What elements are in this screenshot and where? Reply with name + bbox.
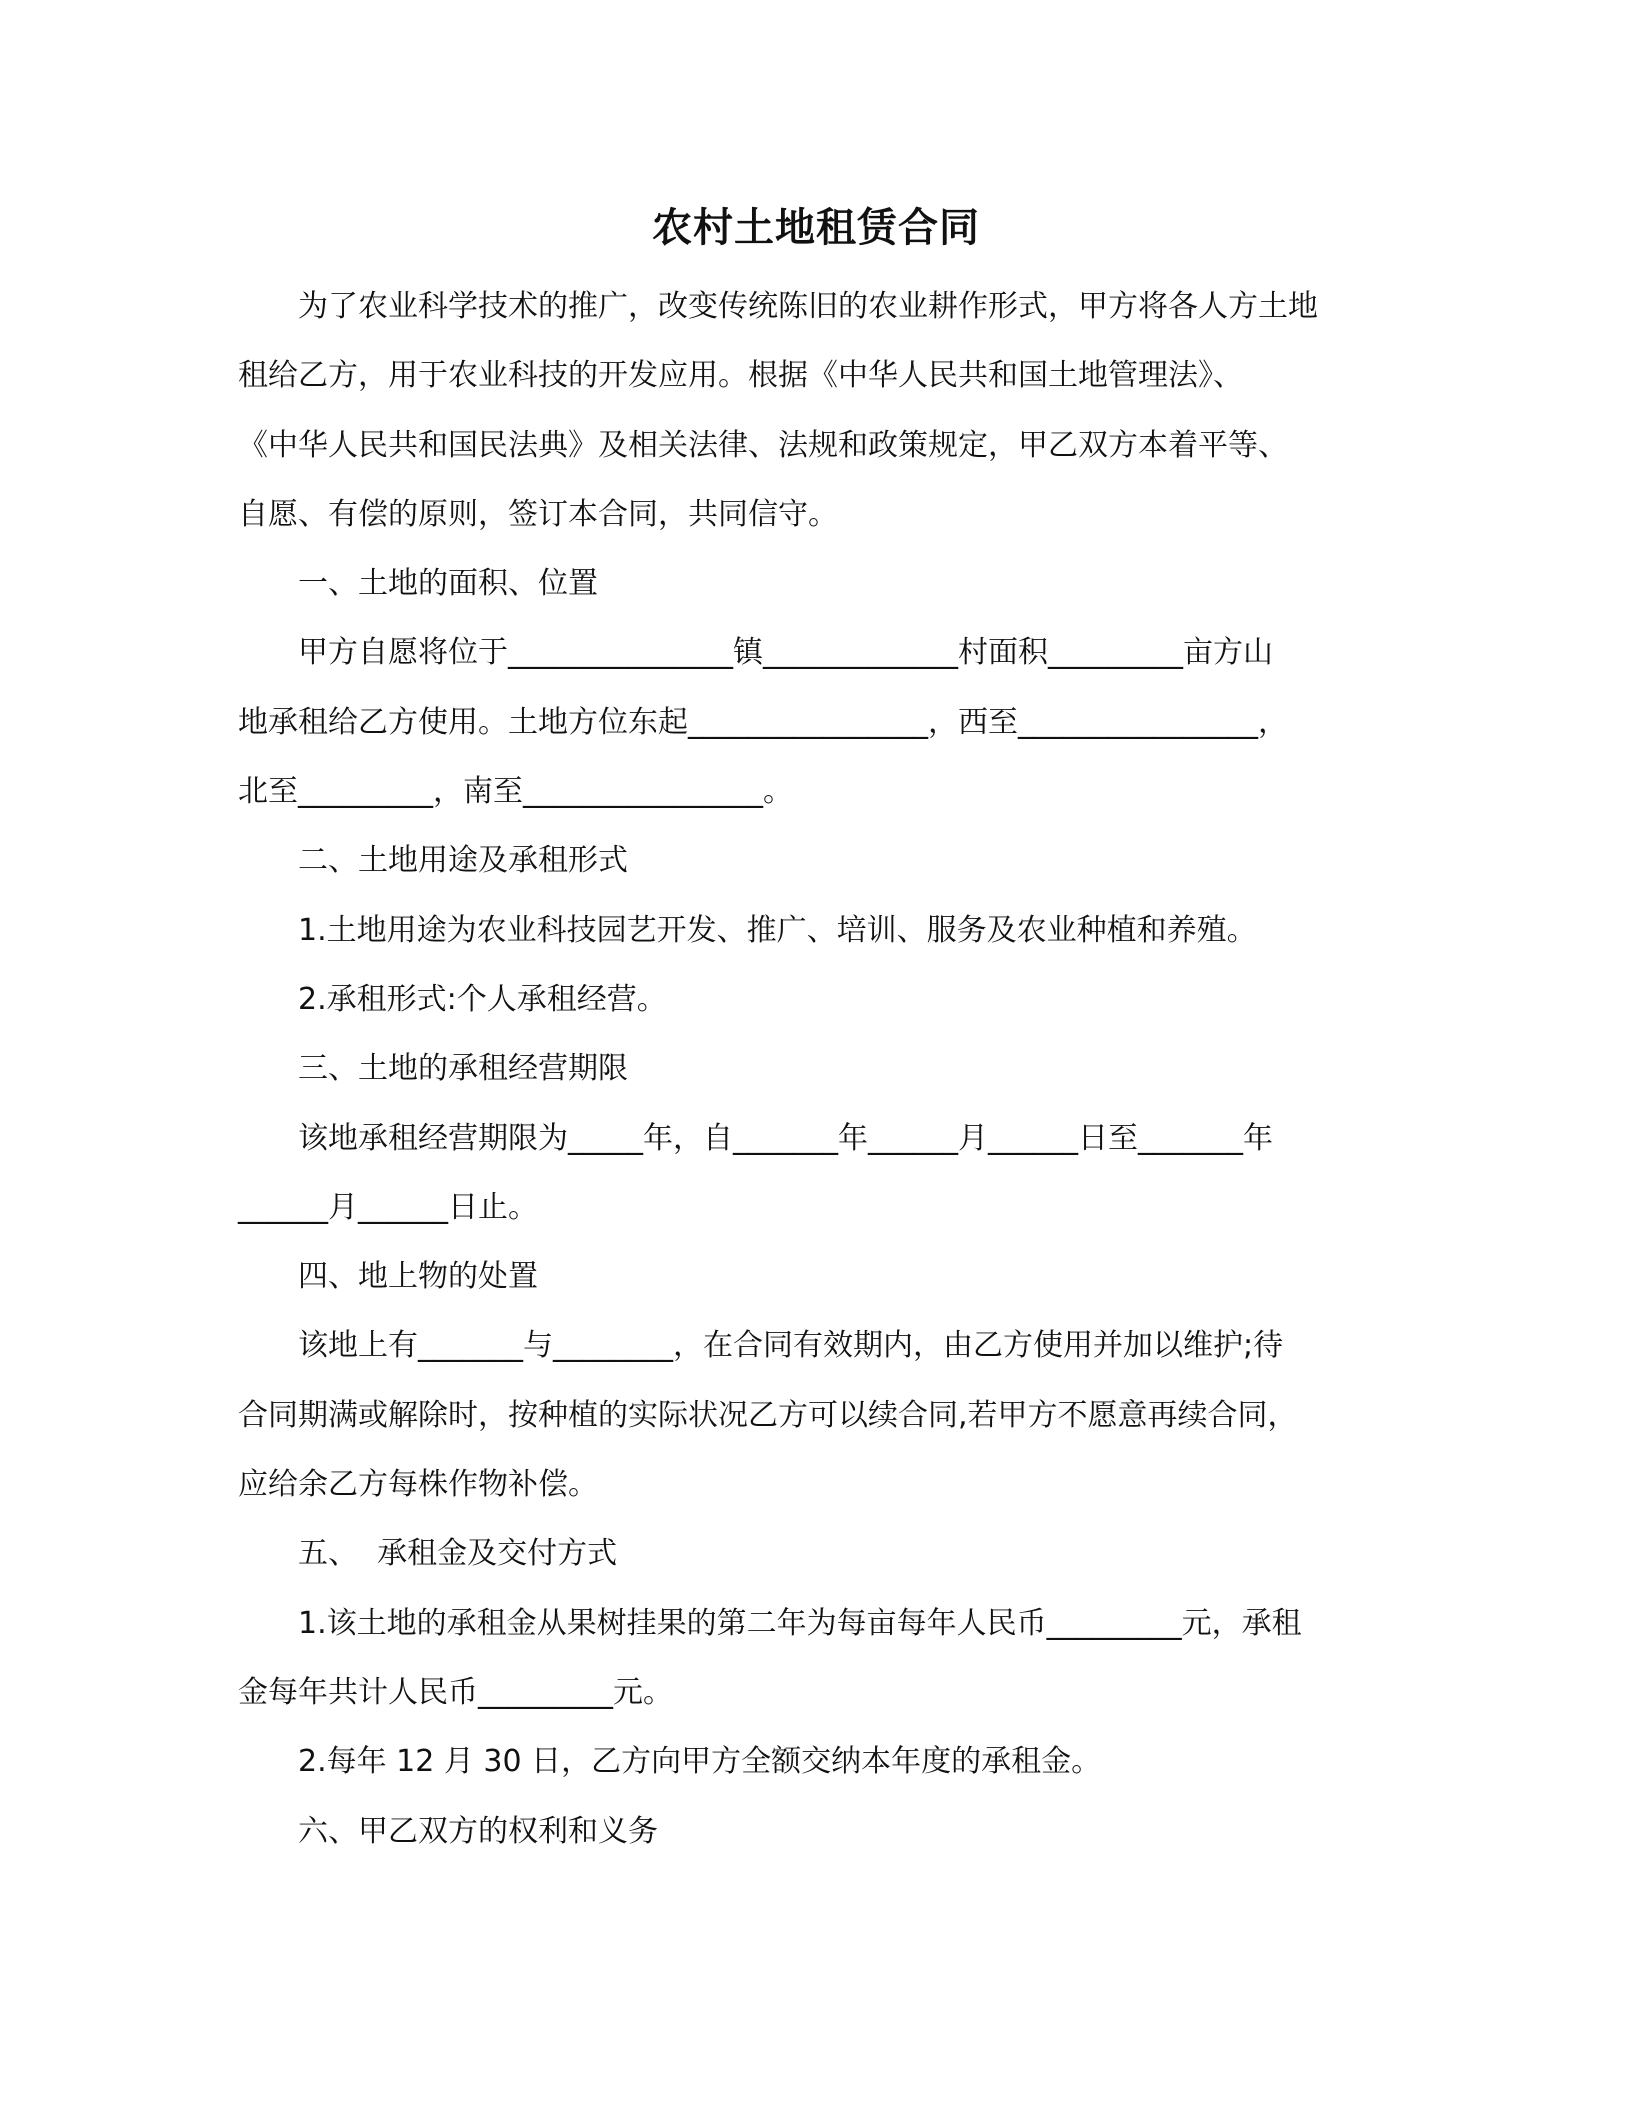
intro-line: 为了农业科学技术的推广，改变传统陈旧的农业耕作形式，甲方将各人方土地	[298, 289, 1318, 324]
section-heading: 五、 承租金及交付方式	[298, 1536, 618, 1572]
section-heading: 二、土地用途及承租形式	[298, 843, 628, 879]
section-heading: 四、地上物的处置	[298, 1259, 538, 1295]
section-line: ______月______日止。	[238, 1189, 538, 1225]
section-line: 北至_________，南至________________。	[238, 774, 793, 810]
list-item: 1.该土地的承租金从果树挂果的第二年为每亩每年人民币_________元，承租	[298, 1605, 1302, 1641]
section-line: 应给余乙方每株作物补偿。	[238, 1467, 598, 1503]
intro-line: 自愿、有偿的原则，签订本合同，共同信守。	[238, 496, 838, 532]
list-item: 金每年共计人民币_________元。	[238, 1674, 673, 1710]
intro-line: 《中华人民共和国民法典》及相关法律、法规和政策规定，甲乙双方本着平等、	[238, 427, 1288, 463]
list-item: 2.承租形式:个人承租经营。	[298, 981, 667, 1017]
section-heading: 六、甲乙双方的权利和义务	[298, 1813, 658, 1849]
section-heading: 三、土地的承租经营期限	[298, 1051, 628, 1087]
intro-line: 租给乙方，用于农业科技的开发应用。根据《中华人民共和国土地管理法》、	[238, 358, 1243, 394]
list-item: 2.每年 12 月 30 日，乙方向甲方全额交纳本年度的承租金。	[298, 1744, 1102, 1780]
section-line: 甲方自愿将位于_______________镇_____________村面积_________亩方山	[298, 635, 1273, 671]
section-line: 地承租给乙方使用。土地方位东起________________，西至________________，	[238, 704, 1288, 740]
document-body	[238, 272, 1378, 1866]
section-heading: 一、土地的面积、位置	[298, 566, 598, 602]
section-line: 合同期满或解除时，按种植的实际状况乙方可以续合同,若甲方不愿意再续合同，	[238, 1397, 1298, 1433]
list-item: 1.土地用途为农业科技园艺开发、推广、培训、服务及农业种植和养殖。	[298, 912, 1257, 948]
section-line: 该地承租经营期限为_____年，自_______年______月______日至_______年	[298, 1120, 1273, 1156]
document-title: 农村土地租赁合同	[652, 205, 980, 251]
section-line: 该地上有_______与________，在合同有效期内，由乙方使用并加以维护;待	[298, 1328, 1284, 1364]
